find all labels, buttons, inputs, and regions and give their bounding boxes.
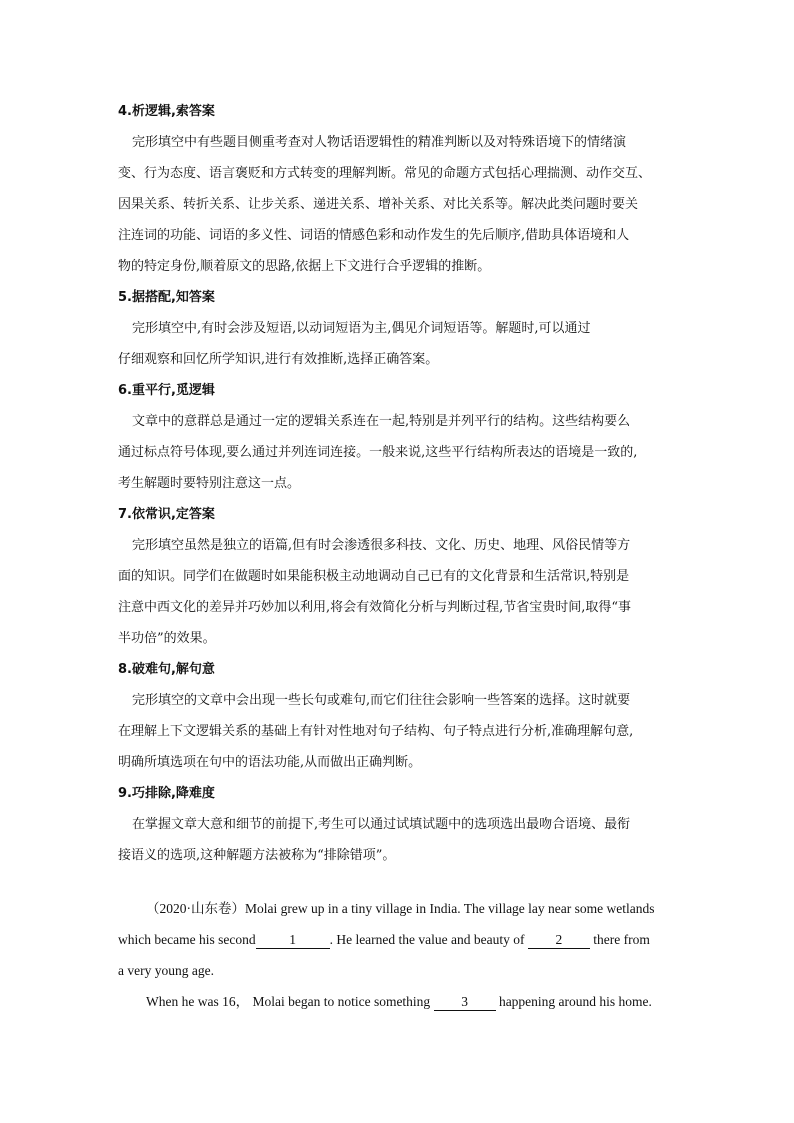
- paragraph-line: 考生解题时要特别注意这一点。: [118, 476, 301, 491]
- passage-text: . He learned the value and beauty of: [329, 932, 525, 947]
- paragraph-line: 注连词的功能、词语的多义性、词语的情感色彩和动作发生的先后顺序,借助具体语境和人: [118, 228, 630, 243]
- paragraph-line: 完形填空中,有时会涉及短语,以动词短语为主,偶见介词短语等。解题时,可以通过: [132, 321, 591, 336]
- paragraph-line: 仔细观察和回忆所学知识,进行有效推断,选择正确答案。: [118, 352, 439, 367]
- section-heading: 9.巧排除,降难度: [118, 786, 215, 801]
- passage-text: a very young age.: [118, 963, 214, 978]
- section-heading: 5.据搭配,知答案: [118, 290, 215, 305]
- passage-text: （2020·山东卷）Molai grew up in a tiny village in India. The village lay near some wetlands: [146, 901, 655, 916]
- section-heading: 6.重平行,觅逻辑: [118, 383, 215, 398]
- paragraph-line: 在理解上下文逻辑关系的基础上有针对性地对句子结构、句子特点进行分析,准确理解句意,: [118, 724, 634, 739]
- paragraph-line: 完形填空的文章中会出现一些长句或难句,而它们往往会影响一些答案的选择。这时就要: [132, 693, 631, 708]
- paragraph-line: 通过标点符号体现,要么通过并列连词连接。一般来说,这些平行结构所表达的语境是一致的,: [118, 445, 638, 460]
- passage-text: which became his second: [118, 932, 256, 947]
- section-paragraph: [118, 530, 678, 654]
- section-paragraph: [118, 127, 678, 282]
- paragraph-line: 明确所填选项在句中的语法功能,从而做出正确判断。: [118, 755, 422, 770]
- paragraph-line: 面的知识。同学们在做题时如果能积极主动地调动自己已有的文化背景和生活常识,特别是: [118, 569, 630, 584]
- passage-text: there from: [593, 932, 650, 947]
- paragraph-line: 文章中的意群总是通过一定的逻辑关系连在一起,特别是并列平行的结构。这些结构要么: [132, 414, 631, 429]
- paragraph-line: 因果关系、转折关系、让步关系、递进关系、增补关系、对比关系等。解决此类问题时要关: [118, 197, 639, 212]
- cloze-passage: [118, 893, 678, 1017]
- section-paragraph: [118, 406, 678, 499]
- passage-line: [118, 924, 678, 955]
- section-paragraph: [118, 313, 678, 375]
- paragraph-line: 注意中西文化的差异并巧妙加以利用,将会有效简化分析与判断过程,节省宝贵时间,取得“事: [118, 600, 632, 615]
- section-paragraph: [118, 809, 678, 871]
- paragraph-line: 在掌握文章大意和细节的前提下,考生可以通过试填试题中的选项选出最吻合语境、最衔: [132, 817, 631, 832]
- paragraph-line: 完形填空中有些题目侧重考查对人物话语逻辑性的精准判断以及对特殊语境下的情绪演: [132, 135, 627, 150]
- passage-text: happening around his home.: [498, 994, 652, 1009]
- passage-line: [118, 986, 678, 1017]
- cloze-blank-1: 1: [256, 932, 330, 949]
- section-paragraph: [118, 685, 678, 778]
- paragraph-line: 变、行为态度、语言褒贬和方式转变的理解判断。常见的命题方式包括心理揣测、动作交互、: [118, 166, 652, 181]
- cloze-blank-2: 2: [528, 932, 590, 949]
- paragraph-line: 物的特定身份,顺着原文的思路,依据上下文进行合乎逻辑的推断。: [118, 259, 491, 274]
- document-page: [118, 96, 678, 1017]
- section-gap: [118, 871, 678, 893]
- cloze-blank-3: 3: [434, 994, 496, 1011]
- paragraph-line: 接语义的选项,这种解题方法被称为“排除错项”。: [118, 848, 396, 863]
- passage-line: [118, 893, 678, 924]
- passage-text: When he was 16， Molai began to notice something: [146, 994, 431, 1009]
- paragraph-line: 完形填空虽然是独立的语篇,但有时会渗透很多科技、文化、历史、地理、风俗民情等方: [132, 538, 631, 553]
- section-heading: 8.破难句,解句意: [118, 662, 215, 677]
- section-heading: 4.析逻辑,索答案: [118, 104, 215, 119]
- paragraph-line: 半功倍”的效果。: [118, 631, 216, 646]
- passage-line: [118, 955, 678, 986]
- section-heading: 7.依常识,定答案: [118, 507, 215, 522]
